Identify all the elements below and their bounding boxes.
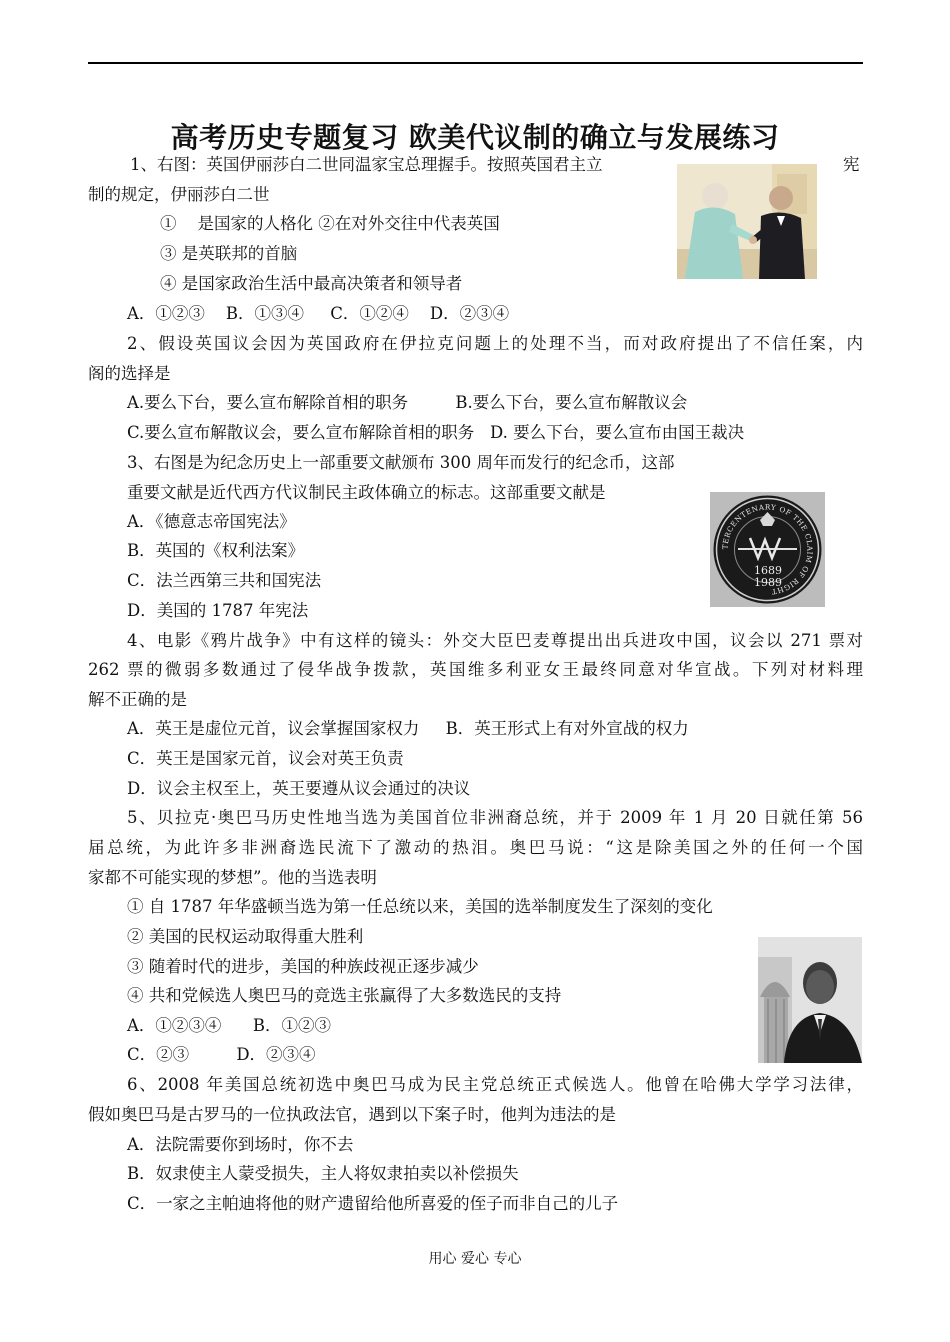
q3-line1: 3、右图是为纪念历史上一部重要文献颁布 300 周年而发行的纪念币，这部: [127, 453, 675, 472]
q1-statement-1-2: ① 是国家的人格化 ②在对外交往中代表英国: [160, 214, 500, 233]
header-rule: [88, 62, 863, 64]
page-footer: 用心 爱心 专心: [428, 1251, 522, 1267]
q5-statement-4: ④ 共和党候选人奥巴马的竞选主张赢得了大多数选民的支持: [127, 986, 562, 1005]
page-title: 高考历史专题复习 欧美代议制的确立与发展练习: [170, 121, 780, 154]
q6-option-b: B．奴隶使主人蒙受损失，主人将奴隶拍卖以补偿损失: [127, 1164, 519, 1183]
q4-line1: 4、电影《鸦片战争》中有这样的镜头：外交大臣巴麦尊提出出兵进攻中国，议会以 271 票对: [127, 631, 863, 650]
q5-line2: 届总统，为此许多非洲裔选民流下了激动的热泪。奥巴马说：“这是除美国之外的任何一个国: [88, 838, 863, 857]
q2-options-ab: A.要么下台，要么宣布解除首相的职务 B.要么下台，要么宣布解散议会: [127, 393, 688, 412]
handshake-photo: [677, 164, 817, 279]
q1-options: A．①②③ B．①③④ C．①②④ D．②③④: [127, 304, 510, 323]
q2-line2: 阁的选择是: [88, 364, 171, 383]
q3-option-c: C．法兰西第三共和国宪法: [127, 571, 322, 590]
q6-option-c: C．一家之主帕迪将他的财产遗留给他所喜爱的侄子而非自己的儿子: [127, 1194, 619, 1213]
q4-options-ab: A．英王是虚位元首，议会掌握国家权力 B．英王形式上有对外宣战的权力: [127, 719, 689, 738]
q6-line1: 6、2008 年美国总统初选中奥巴马成为民主党总统正式候选人。他曾在哈佛大学学习法律，: [127, 1075, 863, 1094]
q4-line2: 262 票的微弱多数通过了侵华战争拨款，英国维多利亚女王最终同意对华宣战。下列对材料理: [88, 660, 863, 679]
q6-line2: 假如奥巴马是古罗马的一位执政法官，遇到以下案子时，他判为违法的是: [88, 1105, 616, 1124]
q3-option-d: D．美国的 1787 年宪法: [127, 601, 309, 620]
q3-option-a: A．《德意志帝国宪法》: [127, 512, 296, 531]
q5-line3: 家都不可能实现的梦想”。他的当选表明: [88, 868, 377, 887]
q1-statement-4: ④ 是国家政治生活中最高决策者和领导者: [160, 274, 463, 293]
coin-ring-text: TERCENTENARY OF THE CLAIM OF RIGHT: [720, 502, 815, 597]
q2-line1: 2、假设英国议会因为英国政府在伊拉克问题上的处理不当，而对政府提出了不信任案，内: [127, 334, 863, 353]
q4-option-c: C．英王是国家元首，议会对英王负责: [127, 749, 404, 768]
q5-line1: 5、贝拉克·奥巴马历史性地当选为美国首位非洲裔总统，并于 2009 年 1 月 20 日就任第 56: [127, 808, 863, 827]
q4-line3: 解不正确的是: [88, 690, 187, 709]
q5-options-ab: A．①②③④ B．①②③: [127, 1016, 332, 1035]
q1-line1-tail: 宪: [843, 155, 860, 174]
q5-statement-3: ③ 随着时代的进步，美国的种族歧视正逐步减少: [127, 957, 479, 976]
portrait-photo: [758, 937, 862, 1063]
q1-line1: 1、右图：英国伊丽莎白二世同温家宝总理握手。按照英国君主立: [130, 155, 603, 174]
q4-option-d: D．议会主权至上，英王要遵从议会通过的决议: [127, 779, 471, 798]
commemorative-coin-photo: [710, 492, 825, 607]
q1-line2: 制的规定，伊丽莎白二世: [88, 185, 270, 204]
coin-year-1689: 1689: [754, 564, 782, 577]
coin-year-1989: 1989: [754, 576, 782, 589]
q1-statement-3: ③ 是英联邦的首脑: [160, 244, 298, 263]
q5-statement-2: ② 美国的民权运动取得重大胜利: [127, 927, 364, 946]
q3-line2: 重要文献是近代西方代议制民主政体确立的标志。这部重要文献是: [127, 483, 606, 502]
q3-option-b: B．英国的《权利法案》: [127, 541, 305, 560]
q2-options-cd: C.要么宣布解散议会，要么宣布解除首相的职务 D. 要么下台，要么宣布由国王裁决: [127, 423, 745, 442]
q5-options-cd: C．②③ D．②③④: [127, 1045, 316, 1064]
q6-option-a: A．法院需要你到场时，你不去: [127, 1135, 354, 1154]
q5-statement-1: ① 自 1787 年华盛顿当选为第一任总统以来，美国的选举制度发生了深刻的变化: [127, 897, 713, 916]
